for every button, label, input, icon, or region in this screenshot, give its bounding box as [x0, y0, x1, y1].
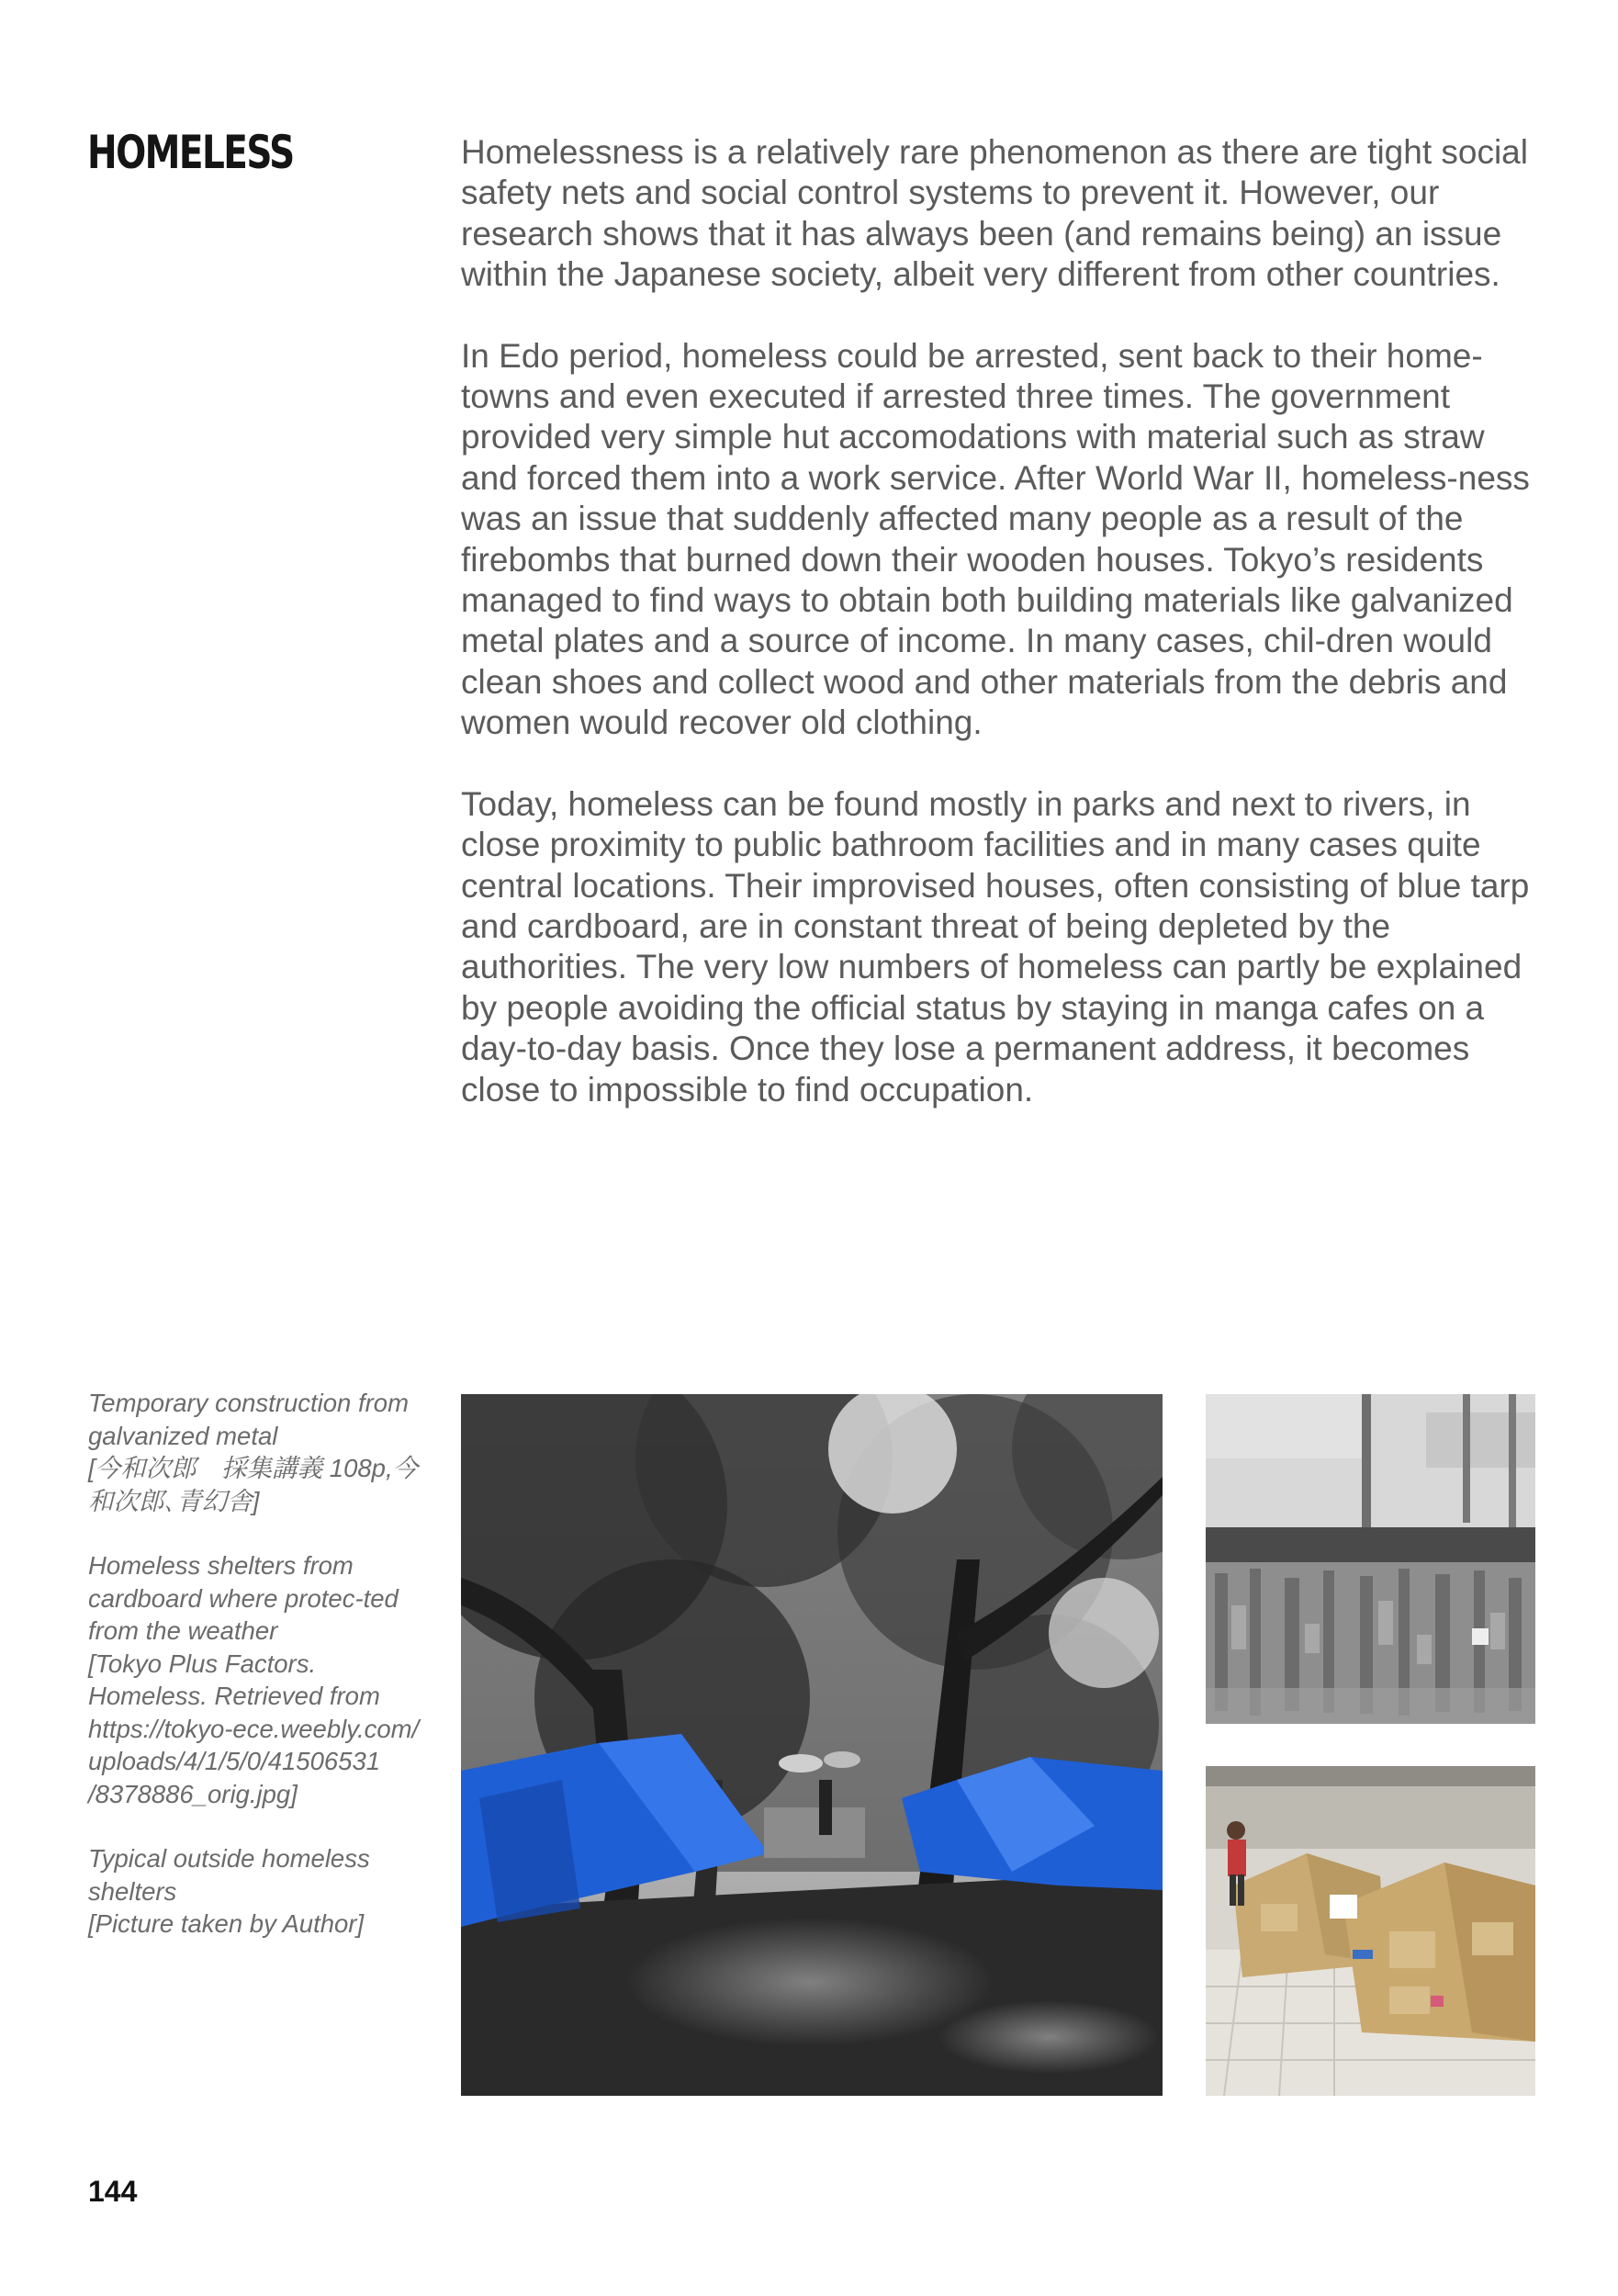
caption-source: [Tokyo Plus Factors. Homeless. Retrieved from https://tokyo-ece.weebly.com/ uploads/4/1/5/0/41506531 /8378886_orig.jpg]	[88, 1649, 420, 1808]
paragraph-today: Today, homeless can be found mostly in parks and next to rivers, in close proximity to public bathroom facilities and in many cases quite central locations. Their improvised houses, often consisting of blue tarp and cardboard, are in constant threat of being depleted by the authorities. The very low numbers of homeless can partly be explained by people avoiding the official status by staying in manga cafes on a day-to-day basis. Once they lose a permanent address, it becomes close to impossible to find occupation.	[461, 784, 1530, 1109]
paragraph-intro: Homelessness is a relatively rare phenomenon as there are tight social safety nets and social control systems to prevent it. However, our research shows that it has always been (and remains being) an issue within the Japanese society, albeit very different from other countries.	[461, 133, 1528, 294]
page-number: 144	[88, 2175, 138, 2208]
caption-source: [今和次郎 採集講義 108p,今和次郎､青幻舎]	[88, 1454, 419, 1515]
body-text	[461, 132, 1545, 1151]
photo-cardboard-shelters	[1206, 1766, 1535, 2096]
image-captions	[88, 1387, 428, 1973]
caption-description: Temporary construction from galvanized metal	[88, 1389, 409, 1450]
caption-cardboard-shelters	[88, 1549, 428, 1810]
paragraph-history: In Edo period, homeless could be arrested, sent back to their home-towns and even executed if arrested three times. The government provided very simple hut accomodations with material such as straw and forced them into a work service. After World War II, homeless-ness was an issue that suddenly affected many people as a result of the firebombs that burned down their wooden houses. Tokyo’s residents managed to find ways to obtain both building materials like galvanized metal plates and a source of income. In many cases, chil-dren would clean shoes and collect wood and other materials from the debris and women would recover old clothing.	[461, 336, 1530, 742]
caption-galvanized-metal	[88, 1387, 428, 1517]
photo-galvanized-metal-construction	[1206, 1394, 1535, 1724]
caption-description: Typical outside homeless shelters	[88, 1844, 370, 1906]
photo-park-blue-tarp-shelters	[461, 1394, 1163, 2096]
caption-description: Homeless shelters from cardboard where protec-ted from the weather	[88, 1551, 399, 1645]
caption-outside-shelters	[88, 1842, 428, 1941]
page-title: HOMELESS	[87, 126, 294, 179]
caption-source: [Picture taken by Author]	[88, 1909, 365, 1938]
